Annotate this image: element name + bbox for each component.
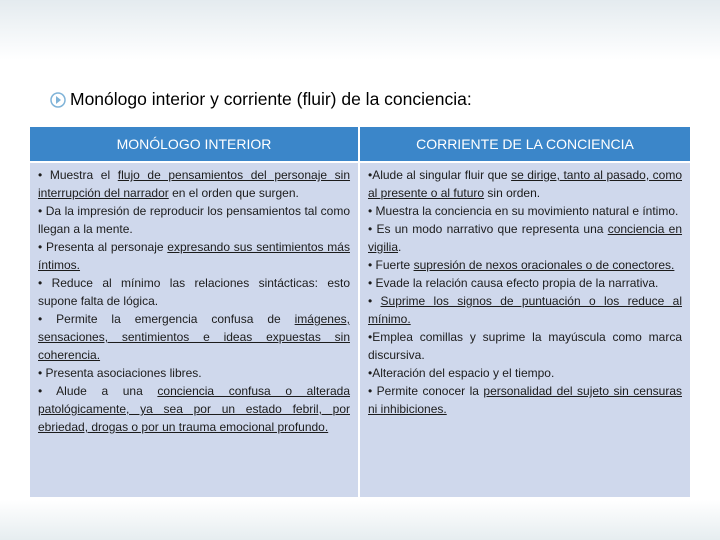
list-item xyxy=(368,202,682,220)
corriente-conciencia-cell xyxy=(360,163,690,497)
item-text: • Permite conocer la xyxy=(368,384,484,398)
underlined-text: Suprime los signos de puntuación o los reduce al mínimo. xyxy=(368,294,682,326)
underlined-text: personalidad del sujeto sin censuras ni inhibiciones. xyxy=(368,384,682,416)
item-text: • xyxy=(368,294,381,308)
item-text: • Presenta asociaciones libres. xyxy=(38,366,202,380)
underlined-text: conciencia en vigilia xyxy=(368,222,683,254)
list-item xyxy=(368,220,682,256)
underlined-text: expresando sus sentimientos más íntimos. xyxy=(38,240,350,272)
list-item xyxy=(368,328,682,364)
list-item xyxy=(368,382,682,418)
list-item xyxy=(368,166,682,202)
list-item xyxy=(368,364,682,382)
item-text: • Reduce al mínimo las relaciones sintácticas: esto supone falta de lógica. xyxy=(38,276,350,308)
underlined-text: flujo de pensamientos del personaje sin interrupción del narrador xyxy=(38,168,351,200)
list-item xyxy=(38,166,350,202)
item-text: • Presenta al personaje xyxy=(38,240,168,254)
underlined-text: imágenes, sensaciones, sentimientos e ideas expuestas sin coherencia. xyxy=(38,312,350,362)
item-text: • Muestra la conciencia en su movimiento natural e íntimo. xyxy=(368,204,679,218)
list-item xyxy=(38,364,350,382)
list-item xyxy=(38,274,350,310)
list-item xyxy=(368,256,682,274)
item-text: • Da la impresión de reproducir los pensamientos tal como llegan a la mente. xyxy=(38,204,350,236)
header-monologo-interior: MONÓLOGO INTERIOR xyxy=(30,127,358,161)
item-text: • Evade la relación causa efecto propia de la narrativa. xyxy=(368,276,659,290)
header-corriente-conciencia: CORRIENTE DE LA CONCIENCIA xyxy=(360,127,690,161)
underlined-text: conciencia confusa o alterada patológicamente, ya sea por un estado febril, por ebriedad, drogas o por un trauma emocional profundo. xyxy=(38,384,350,434)
list-item xyxy=(38,202,350,238)
underlined-text: se dirige, tanto al pasado, como al presente o al futuro xyxy=(368,168,682,200)
monologo-interior-cell xyxy=(30,163,358,497)
item-text: sin orden. xyxy=(484,186,541,200)
item-text: • Alude a una xyxy=(38,384,158,398)
list-item xyxy=(38,310,350,364)
item-text: • Es un modo narrativo que representa una xyxy=(368,222,608,236)
item-text: • Muestra el xyxy=(38,168,118,182)
item-text: • Fuerte xyxy=(368,258,414,272)
item-text: •Alude al singular fluir que xyxy=(368,168,512,182)
list-item xyxy=(368,292,682,328)
list-item xyxy=(38,238,350,274)
list-item xyxy=(368,274,682,292)
list-item xyxy=(38,382,350,436)
underlined-text: supresión de nexos oracionales o de conectores. xyxy=(413,258,675,272)
comparison-table xyxy=(30,127,690,497)
item-text: •Alteración del espacio y el tiempo. xyxy=(368,366,555,380)
arrow-bullet-icon xyxy=(48,90,68,110)
item-text: . xyxy=(398,240,402,254)
slide-title-text: Monólogo interior y corriente (fluir) de la conciencia: xyxy=(70,89,472,109)
slide-title xyxy=(48,89,472,110)
item-text: •Emplea comillas y suprime la mayúscula como marca discursiva. xyxy=(368,330,682,362)
item-text: • Permite la emergencia confusa de xyxy=(38,312,295,326)
item-text: en el orden que surgen. xyxy=(168,186,299,200)
